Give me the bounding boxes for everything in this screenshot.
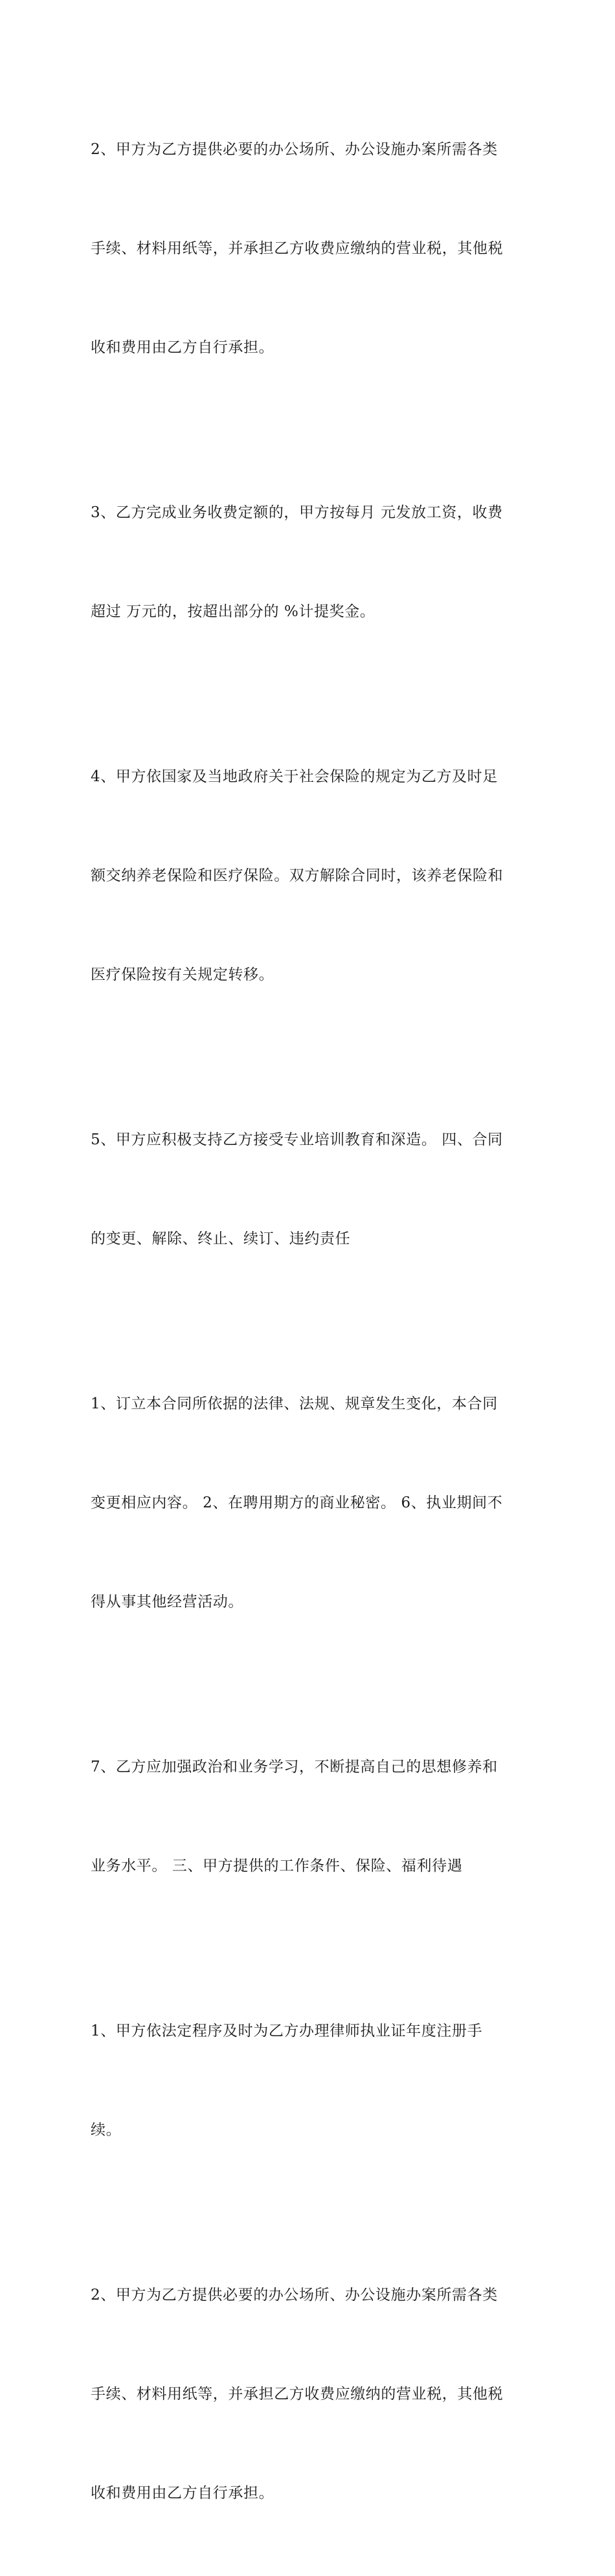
paragraph-2 [91, 430, 531, 694]
paragraph-line: 续。 [91, 2122, 122, 2138]
paragraph-1 [91, 67, 531, 430]
paragraph-line: 收和费用由乙方自行承担。 [91, 339, 274, 356]
paragraph-line: 2、甲方为乙方提供必要的办公场所、办公设施办案所需各类 [91, 141, 498, 158]
document-body [91, 67, 531, 2576]
paragraph-line: 变更相应内容。 2、在聘用期方的商业秘密。 6、执业期间不 [91, 1494, 503, 1511]
paragraph-6 [91, 1685, 531, 1949]
paragraph-5 [91, 1322, 531, 1685]
paragraph-line: 超过 万元的，按超出部分的 %计提奖金。 [91, 603, 375, 620]
paragraph-line: 手续、材料用纸等，并承担乙方收费应缴纳的营业税，其他税 [91, 2386, 504, 2403]
paragraph-8 [91, 2213, 531, 2576]
paragraph-line: 额交纳养老保险和医疗保险。双方解除合同时，该养老保险和 [91, 867, 504, 884]
paragraph-line: 的变更、解除、终止、续订、违约责任 [91, 1230, 351, 1247]
paragraph-4 [91, 1058, 531, 1322]
paragraph-3 [91, 694, 531, 1058]
paragraph-line: 得从事其他经营活动。 [91, 1593, 243, 1610]
paragraph-line: 医疗保险按有关规定转移。 [91, 966, 274, 983]
paragraph-7 [91, 1949, 531, 2213]
paragraph-line: 1、甲方依法定程序及时为乙方办理律师执业证年度注册手 [91, 2023, 483, 2039]
paragraph-line: 2、甲方为乙方提供必要的办公场所、办公设施办案所需各类 [91, 2287, 498, 2304]
paragraph-line: 收和费用由乙方自行承担。 [91, 2485, 274, 2502]
paragraph-line: 1、订立本合同所依据的法律、法规、规章发生变化，本合同 [91, 1395, 498, 1412]
paragraph-line: 5、甲方应积极支持乙方接受专业培训教育和深造。 四、合同 [91, 1131, 503, 1148]
paragraph-line: 7、乙方应加强政治和业务学习，不断提高自己的思想修养和 [91, 1759, 498, 1775]
paragraph-line: 4、甲方依国家及当地政府关于社会保险的规定为乙方及时足 [91, 768, 498, 785]
paragraph-line: 业务水平。 三、甲方提供的工作条件、保险、福利待遇 [91, 1858, 463, 1874]
paragraph-line: 手续、材料用纸等，并承担乙方收费应缴纳的营业税，其他税 [91, 240, 504, 257]
paragraph-line: 3、乙方完成业务收费定额的，甲方按每月 元发放工资，收费 [91, 504, 503, 521]
